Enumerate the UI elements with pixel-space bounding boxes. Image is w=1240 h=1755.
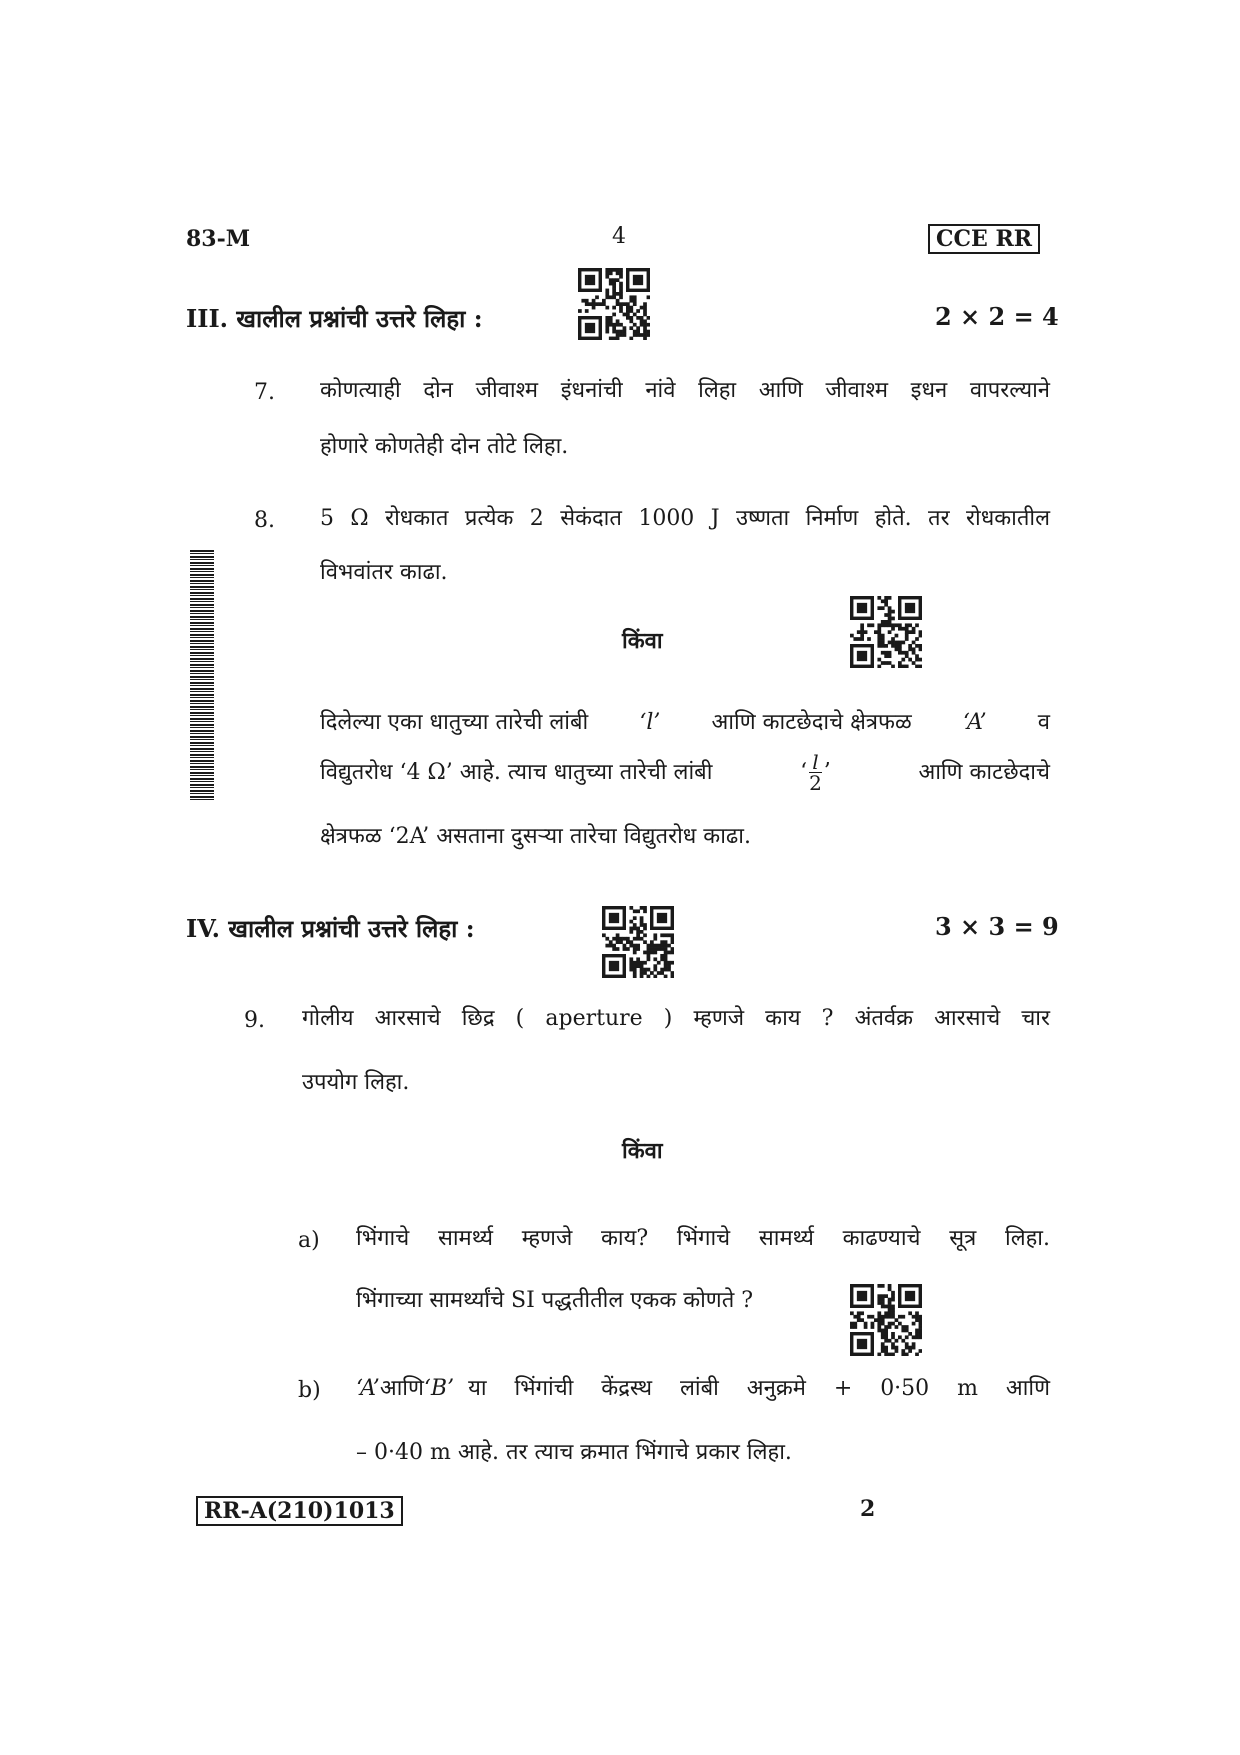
- footer-code-box: RR-A(210)1013: [196, 1496, 403, 1526]
- fraction-numerator: l: [809, 752, 822, 773]
- or-separator-2: किंवा: [622, 1138, 663, 1164]
- paper-code: 83-M: [186, 226, 251, 252]
- variable-A: ‘A’: [356, 1376, 380, 1401]
- qr-code-icon: [850, 1284, 922, 1356]
- question-8-or-line-2: [320, 752, 1050, 793]
- exam-code-box: CCE RR: [928, 224, 1040, 254]
- question-8-line-1: 5 Ω रोधकात प्रत्येक 2 सेकंदात 1000 J उष्णता निर्माण होते. तर रोधकातील: [320, 506, 1050, 531]
- qr-code-icon: [602, 906, 674, 978]
- question-8-or-line-3: क्षेत्रफळ ‘2A’ असताना दुसऱ्या तारेचा विद्युतरोध काढा.: [320, 824, 751, 849]
- text-segment: विद्युतरोध ‘4 Ω’ आहे. त्याच धातुच्या तारेची लांबी: [320, 759, 713, 785]
- question-8-number: 8.: [254, 508, 275, 533]
- section-4-marks: 3 × 3 = 9: [935, 912, 1059, 941]
- question-7-line-2: होणारे कोणतेही दोन तोटे लिहा.: [320, 434, 569, 459]
- page-number-top: 4: [612, 224, 626, 249]
- or-separator-1: किंवा: [622, 628, 663, 654]
- question-9b-line-2: – 0·40 m आहे. तर त्याच क्रमात भिंगाचे प्रकार लिहा.: [356, 1440, 792, 1465]
- text-segment: आणि काटछेदाचे क्षेत्रफळ: [711, 710, 912, 735]
- section-4-title: IV. खालील प्रश्नांची उत्तरे लिहा :: [186, 914, 475, 943]
- text-segment: दिलेल्या एका धातुच्या तारेची लांबी: [320, 710, 589, 735]
- question-8-or-line-1: [320, 708, 1050, 738]
- variable-A: ‘A’: [962, 710, 987, 735]
- barcode-icon: [190, 550, 214, 802]
- question-9b-label: b): [298, 1378, 321, 1403]
- qr-code-icon: [850, 596, 922, 668]
- question-9-line-2: उपयोग लिहा.: [302, 1070, 410, 1095]
- qr-code-icon: [578, 268, 650, 340]
- question-9-number: 9.: [244, 1008, 265, 1033]
- variable-B: ‘B’: [423, 1376, 455, 1401]
- text-segment: या भिंगांची केंद्रस्थ लांबी अनुक्रमे + 0·50 m आणि: [468, 1376, 1050, 1401]
- question-9-line-1: गोलीय आरसाचे छिद्र ( aperture ) म्हणजे काय ? अंतर्वक्र आरसाचे चार: [302, 1006, 1050, 1031]
- question-9a-label: a): [298, 1228, 320, 1253]
- text-segment: आणि काटछेदाचे: [918, 759, 1050, 785]
- text-segment: व: [1037, 710, 1050, 735]
- question-9b-line-1: [356, 1374, 1050, 1404]
- question-8-line-2: विभवांतर काढा.: [320, 560, 448, 585]
- footer-page-number: 2: [860, 1496, 876, 1522]
- text-segment: आणि: [379, 1376, 424, 1401]
- question-9a-line-1: भिंगाचे सामर्थ्य म्हणजे काय? भिंगाचे सामर्थ्य काढण्याचे सूत्र लिहा.: [356, 1226, 1050, 1251]
- question-7-number: 7.: [254, 380, 275, 405]
- section-3-marks: 2 × 2 = 4: [935, 302, 1059, 331]
- question-9a-line-2: भिंगाच्या सामर्थ्यांचे SI पद्धतीतील एकक कोणते ?: [356, 1288, 754, 1313]
- fraction-l-over-2: ‘ $\frac{l}{2}$ ’: [800, 750, 831, 795]
- fraction-denominator: 2: [809, 771, 822, 795]
- variable-l: ‘l’: [639, 710, 661, 735]
- section-3-title: III. खालील प्रश्नांची उत्तरे लिहा :: [186, 304, 483, 333]
- question-7-line-1: कोणत्याही दोन जीवाश्म इंधनांची नांवे लिहा आणि जीवाश्म इधन वापरल्याने: [320, 378, 1050, 403]
